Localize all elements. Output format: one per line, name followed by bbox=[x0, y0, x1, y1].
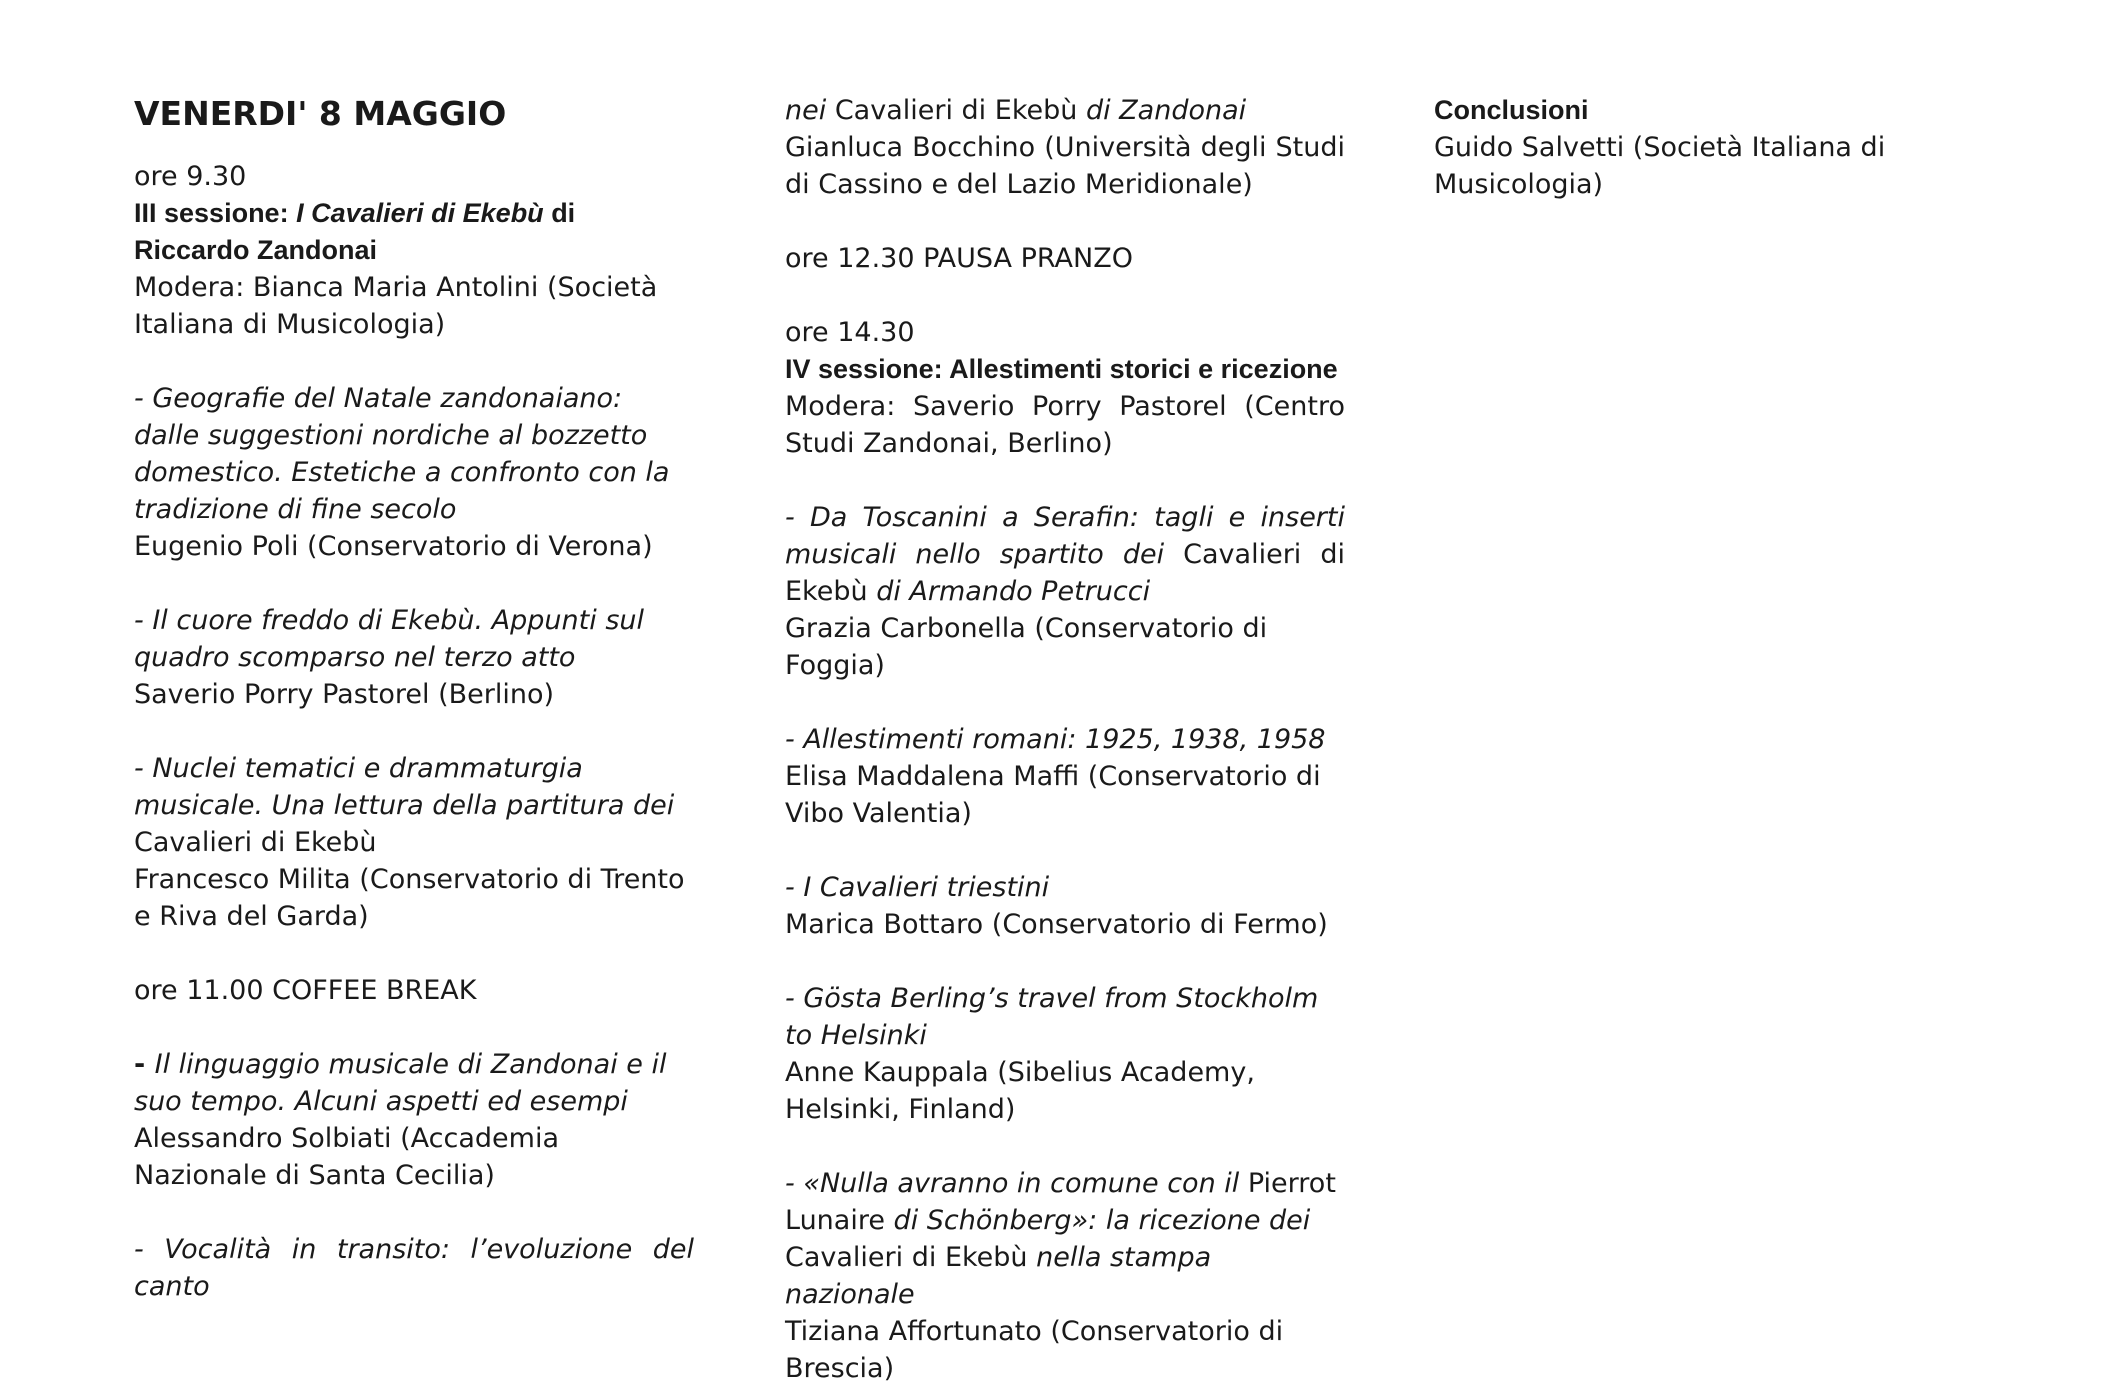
session-3-title: III sessione: I Cavalieri di Ekebù di Riccardo Zandonai bbox=[134, 198, 576, 265]
talk-title: - Geografie del Natale zandonaiano: dalle suggestioni nordiche al bozzetto domestico. Estetiche a confronto con la tradizione di fine secolo bbox=[134, 383, 670, 525]
talk-title: - Il cuore freddo di Ekebù. Appunti sul quadro scomparso nel terzo atto bbox=[134, 605, 645, 673]
talk-title: nei Cavalieri di Ekebù di Zandonai bbox=[785, 95, 1247, 126]
talk-title: - I Cavalieri triestini bbox=[785, 872, 1050, 903]
talk-speaker: Saverio Porry Pastorel (Berlino) bbox=[134, 679, 555, 710]
talk-title: - Allestimenti romani: 1925, 1938, 1958 bbox=[785, 724, 1326, 755]
program-column-3 bbox=[1434, 92, 1994, 203]
program-column-2 bbox=[785, 92, 1345, 1387]
talk-speaker: Elisa Maddalena Maffi (Conservatorio di Vibo Valentia) bbox=[785, 761, 1321, 829]
session-moderator: Modera: Bianca Maria Antolini (Società Italiana di Musicologia) bbox=[134, 272, 658, 340]
day-title: VENERDI' 8 MAGGIO bbox=[134, 94, 507, 133]
lunch-break: ore 12.30 PAUSA PRANZO bbox=[785, 243, 1133, 274]
talk-title: - Nuclei tematici e drammaturgia musicale. Una lettura della partitura dei Cavalieri di Ekebù bbox=[134, 753, 675, 858]
session-time: ore 14.30 bbox=[785, 317, 915, 348]
talk-speaker: Francesco Milita (Conservatorio di Trento e Riva del Garda) bbox=[134, 864, 685, 932]
program-column-1 bbox=[134, 92, 694, 1305]
coffee-break: ore 11.00 COFFEE BREAK bbox=[134, 975, 477, 1006]
session-time: ore 9.30 bbox=[134, 161, 247, 192]
talk-title: - Da Toscanini a Serafin: tagli e inserti musicali nello spartito dei Cavalieri di Ekebù di Armando Petrucci bbox=[785, 502, 1345, 607]
talk-speaker: Grazia Carbonella (Conservatorio di Foggia) bbox=[785, 613, 1268, 681]
session-moderator: Modera: Saverio Porry Pastorel (Centro Studi Zandonai, Berlino) bbox=[785, 391, 1345, 459]
talk-title: - Vocalità in transito: l’evoluzione del canto bbox=[134, 1234, 694, 1302]
talk-speaker: Eugenio Poli (Conservatorio di Verona) bbox=[134, 531, 653, 562]
session-4-title: IV sessione: Allestimenti storici e ricezione bbox=[785, 354, 1338, 384]
talk-speaker: Marica Bottaro (Conservatorio di Fermo) bbox=[785, 909, 1328, 940]
conclusions-heading: Conclusioni bbox=[1434, 95, 1589, 125]
talk-title: - «Nulla avranno in comune con il Pierrot Lunaire di Schönberg»: la ricezione dei Cavalieri di Ekebù nella stampa nazionale bbox=[785, 1168, 1336, 1310]
talk-title: - Il linguaggio musicale di Zandonai e il suo tempo. Alcuni aspetti ed esempi bbox=[134, 1049, 667, 1117]
talk-title: - Gösta Berling’s travel from Stockholm to Helsinki bbox=[785, 983, 1319, 1051]
talk-speaker: Alessandro Solbiati (Accademia Nazionale di Santa Cecilia) bbox=[134, 1123, 559, 1191]
conclusions-speaker: Guido Salvetti (Società Italiana di Musicologia) bbox=[1434, 132, 1886, 200]
talk-speaker: Anne Kauppala (Sibelius Academy, Helsinki, Finland) bbox=[785, 1057, 1255, 1125]
talk-speaker: Gianluca Bocchino (Università degli Studi di Cassino e del Lazio Meridionale) bbox=[785, 132, 1345, 200]
talk-speaker: Tiziana Affortunato (Conservatorio di Brescia) bbox=[785, 1316, 1284, 1384]
